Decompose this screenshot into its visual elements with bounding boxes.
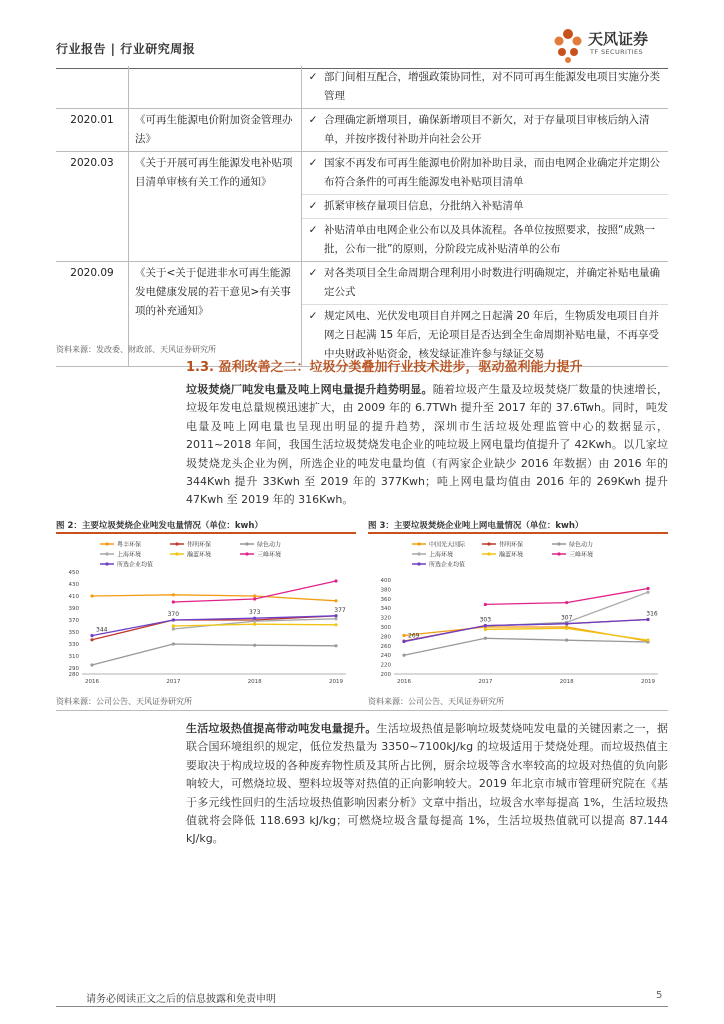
y-tick-label: 330 <box>68 642 79 648</box>
y-tick-label: 280 <box>68 672 79 678</box>
policy-point <box>302 194 668 218</box>
legend-label: 伟明环保 <box>187 541 212 549</box>
data-point <box>484 624 487 627</box>
data-point <box>253 620 256 623</box>
data-point <box>90 594 93 597</box>
policy-points <box>302 262 669 367</box>
legend-marker <box>417 562 420 565</box>
legend-label: 上海环境 <box>117 551 142 559</box>
fig3-title: 图 3：主要垃圾焚烧企业吨上网电量情况（单位：kwh） <box>368 521 584 531</box>
check-icon: ✓ <box>308 310 318 322</box>
paragraph-1-lead: 垃圾焚烧厂吨发电量及吨上网电量提升趋势明显。 <box>186 383 433 396</box>
legend-label: 瀚蓝环境 <box>499 551 524 559</box>
policy-date: 2020.03 <box>56 152 129 262</box>
page-number: 5 <box>656 990 663 1001</box>
y-tick-label: 200 <box>380 672 391 678</box>
legend-marker <box>245 542 248 545</box>
data-label: 269 <box>408 632 420 640</box>
y-tick-label: 350 <box>68 630 79 636</box>
legend-marker <box>105 552 108 555</box>
y-tick-label: 370 <box>68 618 79 624</box>
policy-points <box>302 152 669 262</box>
logo-name: 天风证券 <box>588 30 649 48</box>
policy-point <box>302 218 668 261</box>
policy-point-text: 合理确定新增项目，确保新增项目不新欠，对于存量项目审核后纳入清单，并按序拨付补助并向社会公开 <box>324 114 650 145</box>
report-header: 行业报告 | 行业研究周报 <box>56 42 196 56</box>
check-icon: ✓ <box>308 224 318 236</box>
logo-subtitle: TF SECURITIES <box>590 48 644 56</box>
legend-label: 上海环境 <box>429 551 454 559</box>
legend-marker <box>557 552 560 555</box>
policy-date: 2020.01 <box>56 109 129 152</box>
data-point <box>90 663 93 666</box>
fig3-source: 资料来源：公司公告、天风证券研究所 <box>368 697 504 706</box>
legend-label: 绿色动力 <box>257 541 282 549</box>
legend-label: 三峰环境 <box>569 551 594 559</box>
data-point <box>565 622 568 625</box>
policy-point-text: 规定风电、光伏发电项目自并网之日起满 20 年后，生物质发电项目自并网之日起满 15 年后，无论项目是否达到全生命周期补贴电量，不再享受中央财政补贴资金，核发绿证准许参与绿证交易 <box>324 310 660 360</box>
policy-point-text: 抓紧审核存量项目信息，分批纳入补贴清单 <box>324 200 524 212</box>
legend-marker <box>487 552 490 555</box>
policy-point <box>302 262 668 304</box>
data-point <box>334 579 337 582</box>
paragraph-2-body: 生活垃圾热值是影响垃圾焚烧吨发电量的关键因素之一，据联合国环境组织的规定，低位发热量为 3350~7100kJ/kg 的垃圾适用于焚烧处理。而垃圾热值主要取决于构成垃圾的各种废弃物性质及其所占比例，厨余垃圾等含水率较高的垃圾对热值的负向影响较大，可燃烧垃圾、塑料垃圾等对热值的正向影响较大。2019 年北京市城市管理研究院在《基于多元线性回归的生活垃圾热值影响因素分析》文章中指出，垃圾含水率每提高 1%，生活垃圾热值就将会降低 118.693 kJ/kg；可燃烧垃圾含量每提高 1%，生活垃圾热值就可以提高 87.144 kJ/kg。 <box>186 722 669 846</box>
policy-points <box>302 109 669 152</box>
data-label: 307 <box>560 614 573 622</box>
paragraph-2 <box>186 720 668 849</box>
legend-marker <box>175 552 178 555</box>
paragraph-1-body: 随着垃圾产生量及垃圾焚烧厂数量的快速增长，垃圾年发电总量规模迅速扩大，由 2009 年的 6.7TWh 提升至 2017 年的 37.6Twh。同时，吨发电量及吨上网电量也呈现出明显的提升趋势，深圳市生活垃圾处理监管中心的数据显示，2011~2018 年间，我国生活垃圾焚烧发电企业的吨垃圾上网电量均值提升了 42Kwh。以几家垃圾焚烧龙头企业为例，所选企业的吨发电量均值（有两家企业缺少 2016 年数据）由 2016 年的 344Kwh 提升 33Kwh 至 2019 年的 377Kwh；吨上网电量均值由 2016 年的 269Kwh 提升 47Kwh 至 2019 年的 316Kwh。 <box>186 383 669 507</box>
legend-label: 粤丰环保 <box>117 541 142 549</box>
x-tick-label: 2017 <box>478 679 493 685</box>
policy-row <box>56 109 668 152</box>
y-tick-label: 260 <box>380 643 391 650</box>
x-tick-label: 2017 <box>166 679 181 685</box>
y-tick-label: 380 <box>380 587 391 594</box>
data-label: 303 <box>479 616 492 624</box>
data-point <box>253 644 256 647</box>
data-point <box>253 597 256 600</box>
x-tick-label: 2016 <box>85 679 99 685</box>
data-point <box>402 640 405 643</box>
check-icon: ✓ <box>308 71 318 83</box>
x-tick-label: 2019 <box>329 679 343 685</box>
policy-point-text: 国家不再发布可再生能源电价附加补助目录，而由电网企业确定并定期公布符合条件的可再生能源发电补贴项目清单 <box>324 157 660 188</box>
series-line <box>92 644 336 665</box>
policy-document: 《可再生能源电价附加资金管理办法》 <box>129 109 302 152</box>
section-title: 1.3. 盈利改善之二：垃圾分类叠加行业技术进步，驱动盈利能力提升 <box>186 360 583 375</box>
data-point <box>334 644 337 647</box>
policy-point-text: 补贴清单由电网企业公布以及具体流程。各单位按照要求，按照“成熟一批，公布一批”的原则，分阶段完成补贴清单的公布 <box>324 224 655 255</box>
footer-disclaimer: 请务必阅读正文之后的信息披露和免责申明 <box>86 994 276 1005</box>
y-tick-label: 310 <box>68 654 79 660</box>
company-logo <box>550 24 670 66</box>
legend-label: 所选企业均值 <box>429 561 466 569</box>
legend-marker <box>105 562 108 565</box>
policy-row <box>56 66 668 109</box>
data-point <box>565 627 568 630</box>
paragraph-2-lead: 生活垃圾热值提高带动吨发电量提升。 <box>186 722 377 735</box>
data-point <box>90 634 93 637</box>
policy-point <box>302 66 668 108</box>
policy-row <box>56 152 668 262</box>
fig2-title-rule <box>56 532 356 534</box>
table-source: 资料来源：发改委、财政部、天风证券研究所 <box>56 345 216 354</box>
y-tick-label: 400 <box>380 578 391 584</box>
series-line <box>404 620 648 642</box>
data-point <box>402 654 405 657</box>
data-point <box>334 623 337 626</box>
check-icon: ✓ <box>308 114 318 126</box>
legend-label: 中国光大国际 <box>429 541 466 549</box>
data-label: 370 <box>167 611 180 618</box>
data-point <box>565 601 568 604</box>
policy-date <box>56 66 129 109</box>
legend-marker <box>487 542 490 545</box>
y-tick-label: 390 <box>68 606 79 612</box>
legend-marker <box>557 542 560 545</box>
fig3-chart <box>368 536 668 686</box>
y-tick-label: 320 <box>380 615 391 622</box>
data-point <box>172 642 175 645</box>
policy-document: 《关于<关于促进非水可再生能源发电健康发展的若干意见>有关事项的补充通知》 <box>129 262 302 367</box>
legend-marker <box>245 552 248 555</box>
data-point <box>172 618 175 621</box>
y-tick-label: 430 <box>68 582 79 588</box>
data-point <box>334 617 337 620</box>
policy-date: 2020.09 <box>56 262 129 367</box>
legend-label: 绿色动力 <box>569 541 594 549</box>
data-point <box>90 638 93 641</box>
policy-document: 《关于开展可再生能源发电补贴项目清单审核有关工作的通知》 <box>129 152 302 262</box>
y-tick-label: 450 <box>68 570 79 576</box>
y-tick-label: 340 <box>380 606 391 613</box>
x-tick-label: 2018 <box>247 679 262 685</box>
policy-document <box>129 66 302 109</box>
data-point <box>484 603 487 606</box>
data-label: 316 <box>646 610 658 618</box>
data-point <box>334 599 337 602</box>
paragraph-1 <box>186 381 668 510</box>
data-point <box>646 587 649 590</box>
data-point <box>646 618 649 621</box>
fig3-title-rule <box>368 532 668 534</box>
y-tick-label: 360 <box>380 596 391 603</box>
legend-marker <box>175 542 178 545</box>
policy-point-text: 部门间相互配合，增强政策协同性，对不同可再生能源发电项目实施分类管理 <box>324 71 660 102</box>
series-line <box>404 620 648 642</box>
legend-marker <box>105 542 108 545</box>
legend-marker <box>417 542 420 545</box>
y-tick-label: 240 <box>380 653 391 660</box>
data-point <box>253 594 256 597</box>
y-tick-label: 300 <box>380 625 391 631</box>
data-point <box>646 639 649 642</box>
legend-label: 瀚蓝环境 <box>187 551 212 559</box>
legend-marker <box>417 552 420 555</box>
y-tick-label: 410 <box>68 594 79 600</box>
y-tick-label: 290 <box>68 666 79 672</box>
policy-table <box>56 66 668 367</box>
x-tick-label: 2016 <box>397 679 411 685</box>
y-tick-label: 220 <box>380 662 391 669</box>
data-point <box>484 628 487 631</box>
data-point <box>565 639 568 642</box>
data-point <box>253 617 256 620</box>
data-point <box>253 623 256 626</box>
logo-flower-icon <box>550 24 586 64</box>
legend-label: 三峰环境 <box>257 551 282 559</box>
legend-label: 所选企业均值 <box>117 561 154 569</box>
data-point <box>646 591 649 594</box>
check-icon: ✓ <box>308 157 318 169</box>
series-line <box>404 638 648 655</box>
data-label: 377 <box>334 606 346 614</box>
policy-points <box>302 66 669 109</box>
data-label: 344 <box>96 626 108 634</box>
fig2-title: 图 2：主要垃圾焚烧企业吨发电量情况（单位：kwh） <box>56 521 263 531</box>
policy-point <box>302 109 668 151</box>
data-point <box>484 637 487 640</box>
data-point <box>172 593 175 596</box>
data-point <box>172 624 175 627</box>
check-icon: ✓ <box>308 200 318 212</box>
check-icon: ✓ <box>308 267 318 279</box>
data-point <box>402 634 405 637</box>
legend-label: 伟明环保 <box>499 541 524 549</box>
y-tick-label: 280 <box>380 634 391 641</box>
figure-bottom-rule <box>56 710 668 711</box>
policy-point <box>302 152 668 194</box>
footer-rule <box>56 1006 668 1007</box>
x-tick-label: 2019 <box>641 679 655 685</box>
data-point <box>334 614 337 617</box>
x-tick-label: 2018 <box>559 679 574 685</box>
data-point <box>172 627 175 630</box>
fig2-source: 资料来源：公司公告、天风证券研究所 <box>56 697 192 706</box>
data-label: 373 <box>248 609 261 617</box>
policy-point-text: 对各类项目全生命周期合理利用小时数进行明确规定，并确定补贴电量确定公式 <box>324 267 660 298</box>
data-point <box>172 600 175 603</box>
fig2-chart <box>56 536 356 686</box>
